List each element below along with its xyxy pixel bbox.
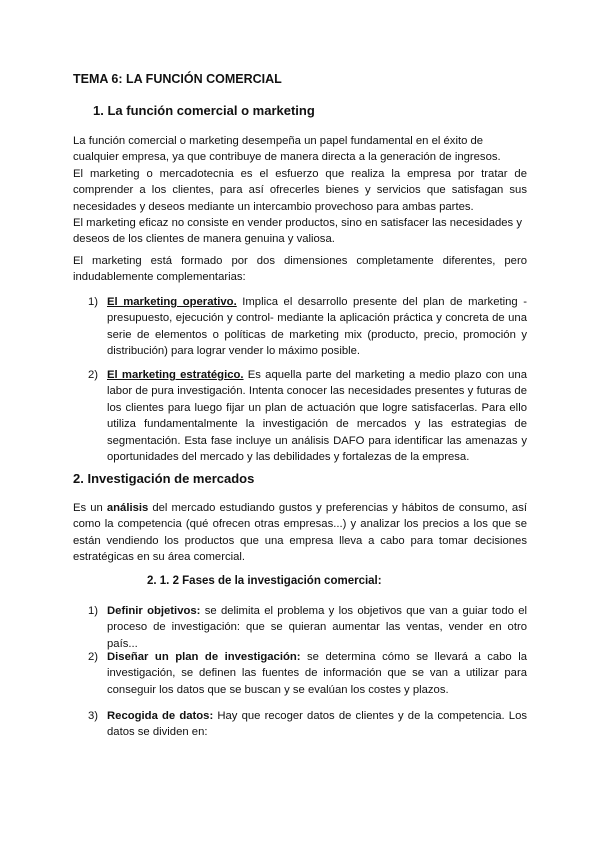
list-text: se determina cómo se llevará a cabo la investigación, se definen las fuentes de información que se van a utilizar para conseguir los datos que se buscan y se evalúan los costes y plazos. bbox=[107, 651, 527, 696]
list-number: 2) bbox=[88, 369, 99, 381]
list-number: 3) bbox=[88, 710, 99, 722]
list-term: El marketing estratégico. bbox=[107, 369, 244, 381]
list-item bbox=[88, 708, 527, 741]
list-number: 1) bbox=[88, 296, 99, 308]
paragraph bbox=[73, 500, 527, 566]
list-item bbox=[88, 294, 527, 360]
list-term: Diseñar un plan de investigación: bbox=[107, 651, 301, 663]
list-term: Definir objetivos: bbox=[107, 605, 201, 617]
list-number: 2) bbox=[88, 651, 99, 663]
list-item bbox=[88, 649, 527, 698]
subsection-heading: 2. 1. 2 Fases de la investigación comercial: bbox=[147, 575, 382, 587]
section-1-heading: 1. La función comercial o marketing bbox=[93, 103, 315, 118]
list-text: se delimita el problema y los objetivos que van a guiar todo el proceso de investigación: que se quieran aumentar las ventas, vender en otro país... bbox=[107, 605, 527, 650]
paragraph: El marketing eficaz no consiste en vender productos, sino en satisfacer las necesidades y deseos de los clientes de manera genuina y valiosa. bbox=[73, 217, 522, 246]
paragraph-text: del mercado estudiando gustos y preferencias y hábitos de consumo, así como la competencia (qué ofrecen otras empresas...) y analizar los precios a los que se están vendiendo los productos que una empresa lleva a cabo para tomar decisiones estratégicas en su área comercial. bbox=[73, 502, 527, 564]
paragraph-text: Es un bbox=[73, 502, 107, 514]
list-item bbox=[88, 367, 527, 465]
list-text: Implica el desarrollo presente del plan de marketing -presupuesto, ejecución y control- mediante la aplicación práctica y concreta de una serie de elementos o políticas de marketing mix (producto, precio, promoción y distribución) para lograr vender lo máximo posible. bbox=[107, 296, 527, 358]
list-term: Recogida de datos: bbox=[107, 710, 214, 722]
list-text: Hay que recoger datos de clientes y de la competencia. Los datos se dividen en: bbox=[107, 710, 527, 739]
paragraph-bold-term: análisis bbox=[106, 502, 149, 514]
section-2-heading: 2. Investigación de mercados bbox=[73, 471, 255, 486]
list-number: 1) bbox=[88, 605, 99, 617]
list-term: El marketing operativo. bbox=[107, 296, 237, 308]
section-1-body bbox=[73, 133, 527, 248]
document-title: TEMA 6: LA FUNCIÓN COMERCIAL bbox=[73, 72, 282, 86]
paragraph: El marketing o mercadotecnia es el esfuerzo que realiza la empresa por tratar de comprender a los clientes, para así ofrecerles bienes y servicios que satisfagan sus necesidades y deseos mediante un intercambio provechoso para ambas partes. bbox=[73, 167, 527, 213]
list-item bbox=[88, 603, 527, 652]
list-text: Es aquella parte del marketing a medio plazo con una labor de pura investigación. Intenta conocer las necesidades presentes y futuras de los clientes para luego fijar un plan de actuación que logre satisfacerlas. Para ello utiliza fundamentalmente la investigación de mercados y las estrategias de segmentación. Esta fase incluye un análisis DAFO para identificar las amenazas y oportunidades del mercado y las debilidades y fortalezas de la empresa. bbox=[107, 369, 527, 464]
paragraph: La función comercial o marketing desempeña un papel fundamental en el éxito de cualquier empresa, ya que contribuye de manera directa a la generación de ingresos. bbox=[73, 135, 501, 164]
paragraph: El marketing está formado por dos dimensiones completamente diferentes, pero indudablemente complementarias: bbox=[73, 255, 527, 284]
